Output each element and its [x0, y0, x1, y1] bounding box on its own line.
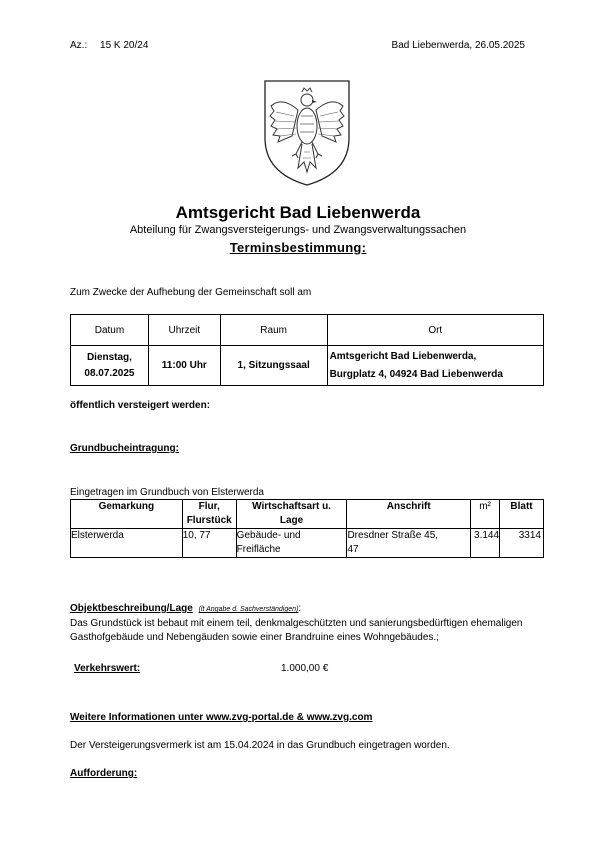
header-blatt: Blatt — [500, 500, 544, 529]
datum-date: 08.07.2025 — [84, 367, 135, 379]
grundbuch-table-header — [71, 500, 544, 529]
eingetragen-text: Eingetragen im Grundbuch von Elsterwerda — [70, 487, 264, 498]
cell-uhrzeit: 11:00 Uhr — [148, 346, 220, 386]
grundbuch-heading: Grundbucheintragung: — [70, 443, 179, 454]
cell-gemarkung: Elsterwerda — [71, 529, 183, 558]
cell-ort — [327, 346, 543, 386]
vermerk-text: Der Versteigerungsvermerk ist am 15.04.2024 in das Grundbuch eingetragen worden. — [70, 740, 450, 751]
anschrift-line2: 47 — [347, 544, 359, 555]
place-date: Bad Liebenwerda, 26.05.2025 — [391, 40, 525, 51]
header-flur-line1: Flur, — [198, 501, 220, 512]
datum-weekday: Dienstag, — [86, 351, 132, 363]
intro-text: Zum Zwecke der Aufhebung der Gemeinschaft soll am — [70, 287, 312, 298]
header-flur-line2: Flurstück — [186, 515, 232, 526]
header-wirtschaftsart — [236, 500, 347, 529]
cell-m2: 3.144 — [471, 529, 500, 558]
grundbuch-table — [70, 499, 544, 558]
header-m2: m² — [471, 500, 500, 529]
cell-blatt: 3314 — [500, 529, 544, 558]
versteigert-text: öffentlich versteigert werden: — [70, 400, 211, 411]
termin-table — [70, 314, 544, 386]
anschrift-line1: Dresdner Straße 45, — [347, 530, 439, 541]
cell-flur: 10, 77 — [182, 529, 236, 558]
header-datum: Datum — [71, 315, 149, 346]
header-ort: Ort — [327, 315, 543, 346]
wirt-line1: Gebäude- und — [236, 530, 301, 541]
objekt-heading: Objektbeschreibung/Lage — [70, 603, 193, 614]
termin-table-row — [71, 346, 544, 386]
aktenzeichen-label: Az.: — [70, 40, 88, 51]
header-raum: Raum — [220, 315, 327, 346]
header-flur — [182, 500, 236, 529]
header-wirt-line2: Lage — [279, 515, 304, 526]
header-gemarkung: Gemarkung — [71, 500, 183, 529]
cell-datum — [71, 346, 149, 386]
court-name: Amtsgericht Bad Liebenwerda — [175, 203, 421, 222]
header-anschrift: Anschrift — [347, 500, 471, 529]
objekt-text: Das Grundstück ist bebaut mit einem teil, denkmalgeschützten und sanierungsbedürftigen ehemaligen Gasthofgebäude und Nebengäuden sowie einer Brandruine eines Wohngebäudes.; — [70, 618, 523, 643]
document-title: Terminsbestimmung: — [229, 240, 367, 255]
objekt-note: (lt Angabe d. Sachverständigen) — [198, 606, 299, 613]
ort-line2: Burgplatz 4, 04924 Bad Liebenwerda — [329, 368, 503, 380]
termin-table-header — [71, 315, 544, 346]
objekt-colon: : — [298, 603, 302, 614]
ort-line1: Amtsgericht Bad Liebenwerda, — [329, 350, 477, 362]
verkehrswert-value: 1.000,00 € — [281, 663, 329, 674]
aufforderung-heading: Aufforderung: — [70, 768, 138, 779]
cell-wirtschaftsart — [236, 529, 347, 558]
grundbuch-table-row — [71, 529, 544, 558]
wirt-line2: Freifläche — [236, 544, 281, 555]
cell-anschrift — [347, 529, 471, 558]
header-wirt-line1: Wirtschaftsart u. — [252, 501, 331, 512]
eagle-coat-of-arms-icon — [262, 78, 352, 188]
verkehrswert-label: Verkehrswert: — [74, 663, 141, 674]
header-uhrzeit: Uhrzeit — [148, 315, 220, 346]
objekt-heading-line — [70, 603, 301, 614]
weitere-informationen-link[interactable]: Weitere Informationen unter www.zvg-portal.de & www.zvg.com — [70, 712, 373, 723]
aktenzeichen — [70, 40, 148, 51]
cell-raum: 1, Sitzungssaal — [220, 346, 327, 386]
aktenzeichen-value: 15 K 20/24 — [100, 40, 149, 51]
department: Abteilung für Zwangsversteigerungs- und Zwangsverwaltungssachen — [129, 224, 467, 236]
